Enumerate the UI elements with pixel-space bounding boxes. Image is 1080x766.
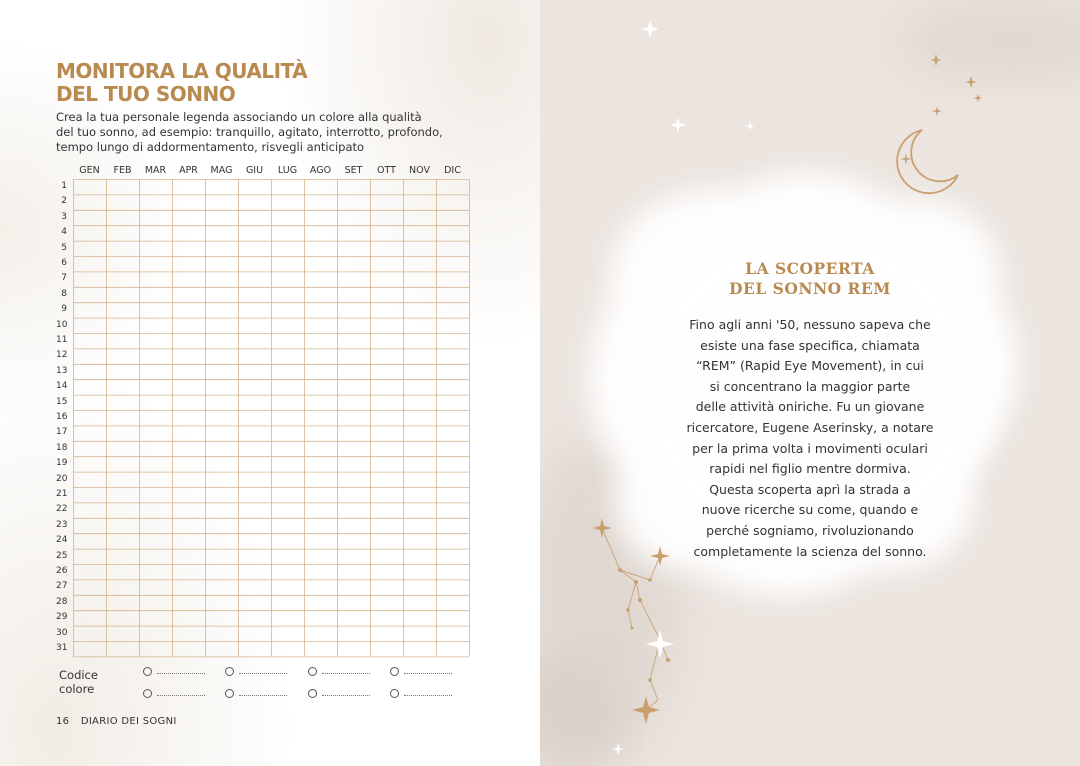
body-line: completamente la scienza del sonno. [693,543,927,559]
title-line: MONITORA LA QUALITÀ [56,59,308,83]
month-label: OTT [377,165,396,176]
day-label: 5 [61,242,67,253]
intro-line: tempo lungo di addormentamento, risvegli anticipato [56,140,365,154]
day-label: 11 [56,335,68,345]
day-label: 30 [56,627,68,638]
color-swatch-circle[interactable] [308,689,317,698]
legend-entry[interactable] [390,688,456,702]
body-line: “REM” (Rapid Eye Movement), in cui [696,358,924,374]
body-line: nuove ricerche su come, quando e [701,502,919,518]
right-page [540,0,1080,766]
month-label: APR [179,165,198,176]
page-footer [56,716,177,727]
color-swatch-circle[interactable] [390,667,399,676]
page-title [56,60,307,106]
legend-blank-line[interactable] [157,695,205,696]
month-label: AGO [309,165,332,176]
color-code-legend [59,662,479,702]
body-line: esiste una fase specifica, chiamata [700,337,920,353]
color-swatch-circle[interactable] [143,689,152,698]
day-label: 2 [61,196,67,207]
month-label: FEB [113,165,132,176]
day-label: 26 [56,566,68,576]
month-label: MAG [210,165,233,176]
intro-text [56,110,476,155]
day-label: 10 [56,319,68,330]
day-label: 8 [61,288,67,299]
month-label: MAR [144,165,167,176]
color-swatch-circle[interactable] [390,689,399,698]
day-label: 12 [56,350,68,361]
month-header [73,165,469,178]
legend-blank-line[interactable] [239,673,287,674]
body-line: perché sogniamo, rivoluzionando [706,522,914,538]
legend-entry[interactable] [225,688,291,702]
body-line: rapidi nel figlio mentre dormiva. [709,461,911,477]
month-label: GEN [79,165,100,176]
day-label: 4 [61,227,67,238]
right-page-title [610,259,1010,299]
legend-label-line: colore [59,682,95,696]
day-label: 9 [61,304,67,315]
intro-line: Crea la tua personale legenda associando un colore alla qualità [56,110,422,124]
day-label: 21 [56,489,68,499]
grid-table [73,179,470,658]
body-line: delle attività oniriche. Fu un giovane [695,399,925,415]
day-label: 19 [56,458,68,469]
month-label: LUG [277,165,298,176]
legend-entry[interactable] [143,666,209,680]
constellation-icon [580,510,690,760]
month-label: GIU [245,165,264,176]
day-label: 1 [61,181,67,191]
day-label: 23 [56,519,68,530]
body-line: per la prima volta i movimenti oculari [692,440,928,456]
color-swatch-circle[interactable] [225,667,234,676]
day-label: 20 [56,473,68,484]
body-line: Questa scoperta aprì la strada a [709,481,911,497]
day-label: 13 [56,365,68,376]
legend-blank-line[interactable] [404,673,452,674]
body-line: si concentrano la maggior parte [709,378,911,394]
month-label: DIC [444,165,461,176]
legend-blank-line[interactable] [322,695,370,696]
color-swatch-circle[interactable] [143,667,152,676]
legend-entry[interactable] [390,666,456,680]
month-label: SET [344,165,363,176]
legend-entry[interactable] [308,688,374,702]
day-label: 22 [56,504,68,515]
legend-entry[interactable] [308,666,374,680]
legend-blank-line[interactable] [157,673,205,674]
day-label: 7 [61,273,67,284]
body-line: Fino agli anni '50, nessuno sapeva che [689,317,931,332]
day-label: 27 [56,581,68,592]
color-swatch-circle[interactable] [225,689,234,698]
day-label: 18 [56,442,68,453]
month-label: NOV [409,165,430,176]
legend-blank-line[interactable] [322,673,370,674]
day-label: 17 [56,427,68,438]
legend-label [59,668,119,696]
right-page-body [675,315,945,562]
day-label: 15 [56,396,68,407]
day-label: 31 [56,643,68,653]
legend-blank-line[interactable] [404,695,452,696]
right-title-line: LA SCOPERTA [745,259,875,278]
day-label: 14 [56,381,68,392]
right-title-line: DEL SONNO REM [729,279,891,298]
page-number: 16 [56,716,70,727]
intro-line: del tuo sonno, ad esempio: tranquillo, agitato, interrotto, profondo, [56,125,443,139]
day-label: 3 [61,211,67,222]
day-label: 16 [56,412,68,422]
color-swatch-circle[interactable] [308,667,317,676]
day-label: 28 [56,596,68,607]
legend-blank-line[interactable] [239,695,287,696]
book-title: DIARIO DEI SOGNI [80,716,177,727]
legend-label-line: Codice [59,668,98,682]
day-label: 24 [56,535,68,546]
day-label: 6 [61,258,67,268]
legend-entry[interactable] [143,688,209,702]
day-label: 25 [56,550,68,561]
body-line: ricercatore, Eugene Aserinsky, a notare [686,419,934,435]
day-label: 29 [56,612,68,623]
legend-entry[interactable] [225,666,291,680]
title-line: DEL TUO SONNO [56,82,236,106]
